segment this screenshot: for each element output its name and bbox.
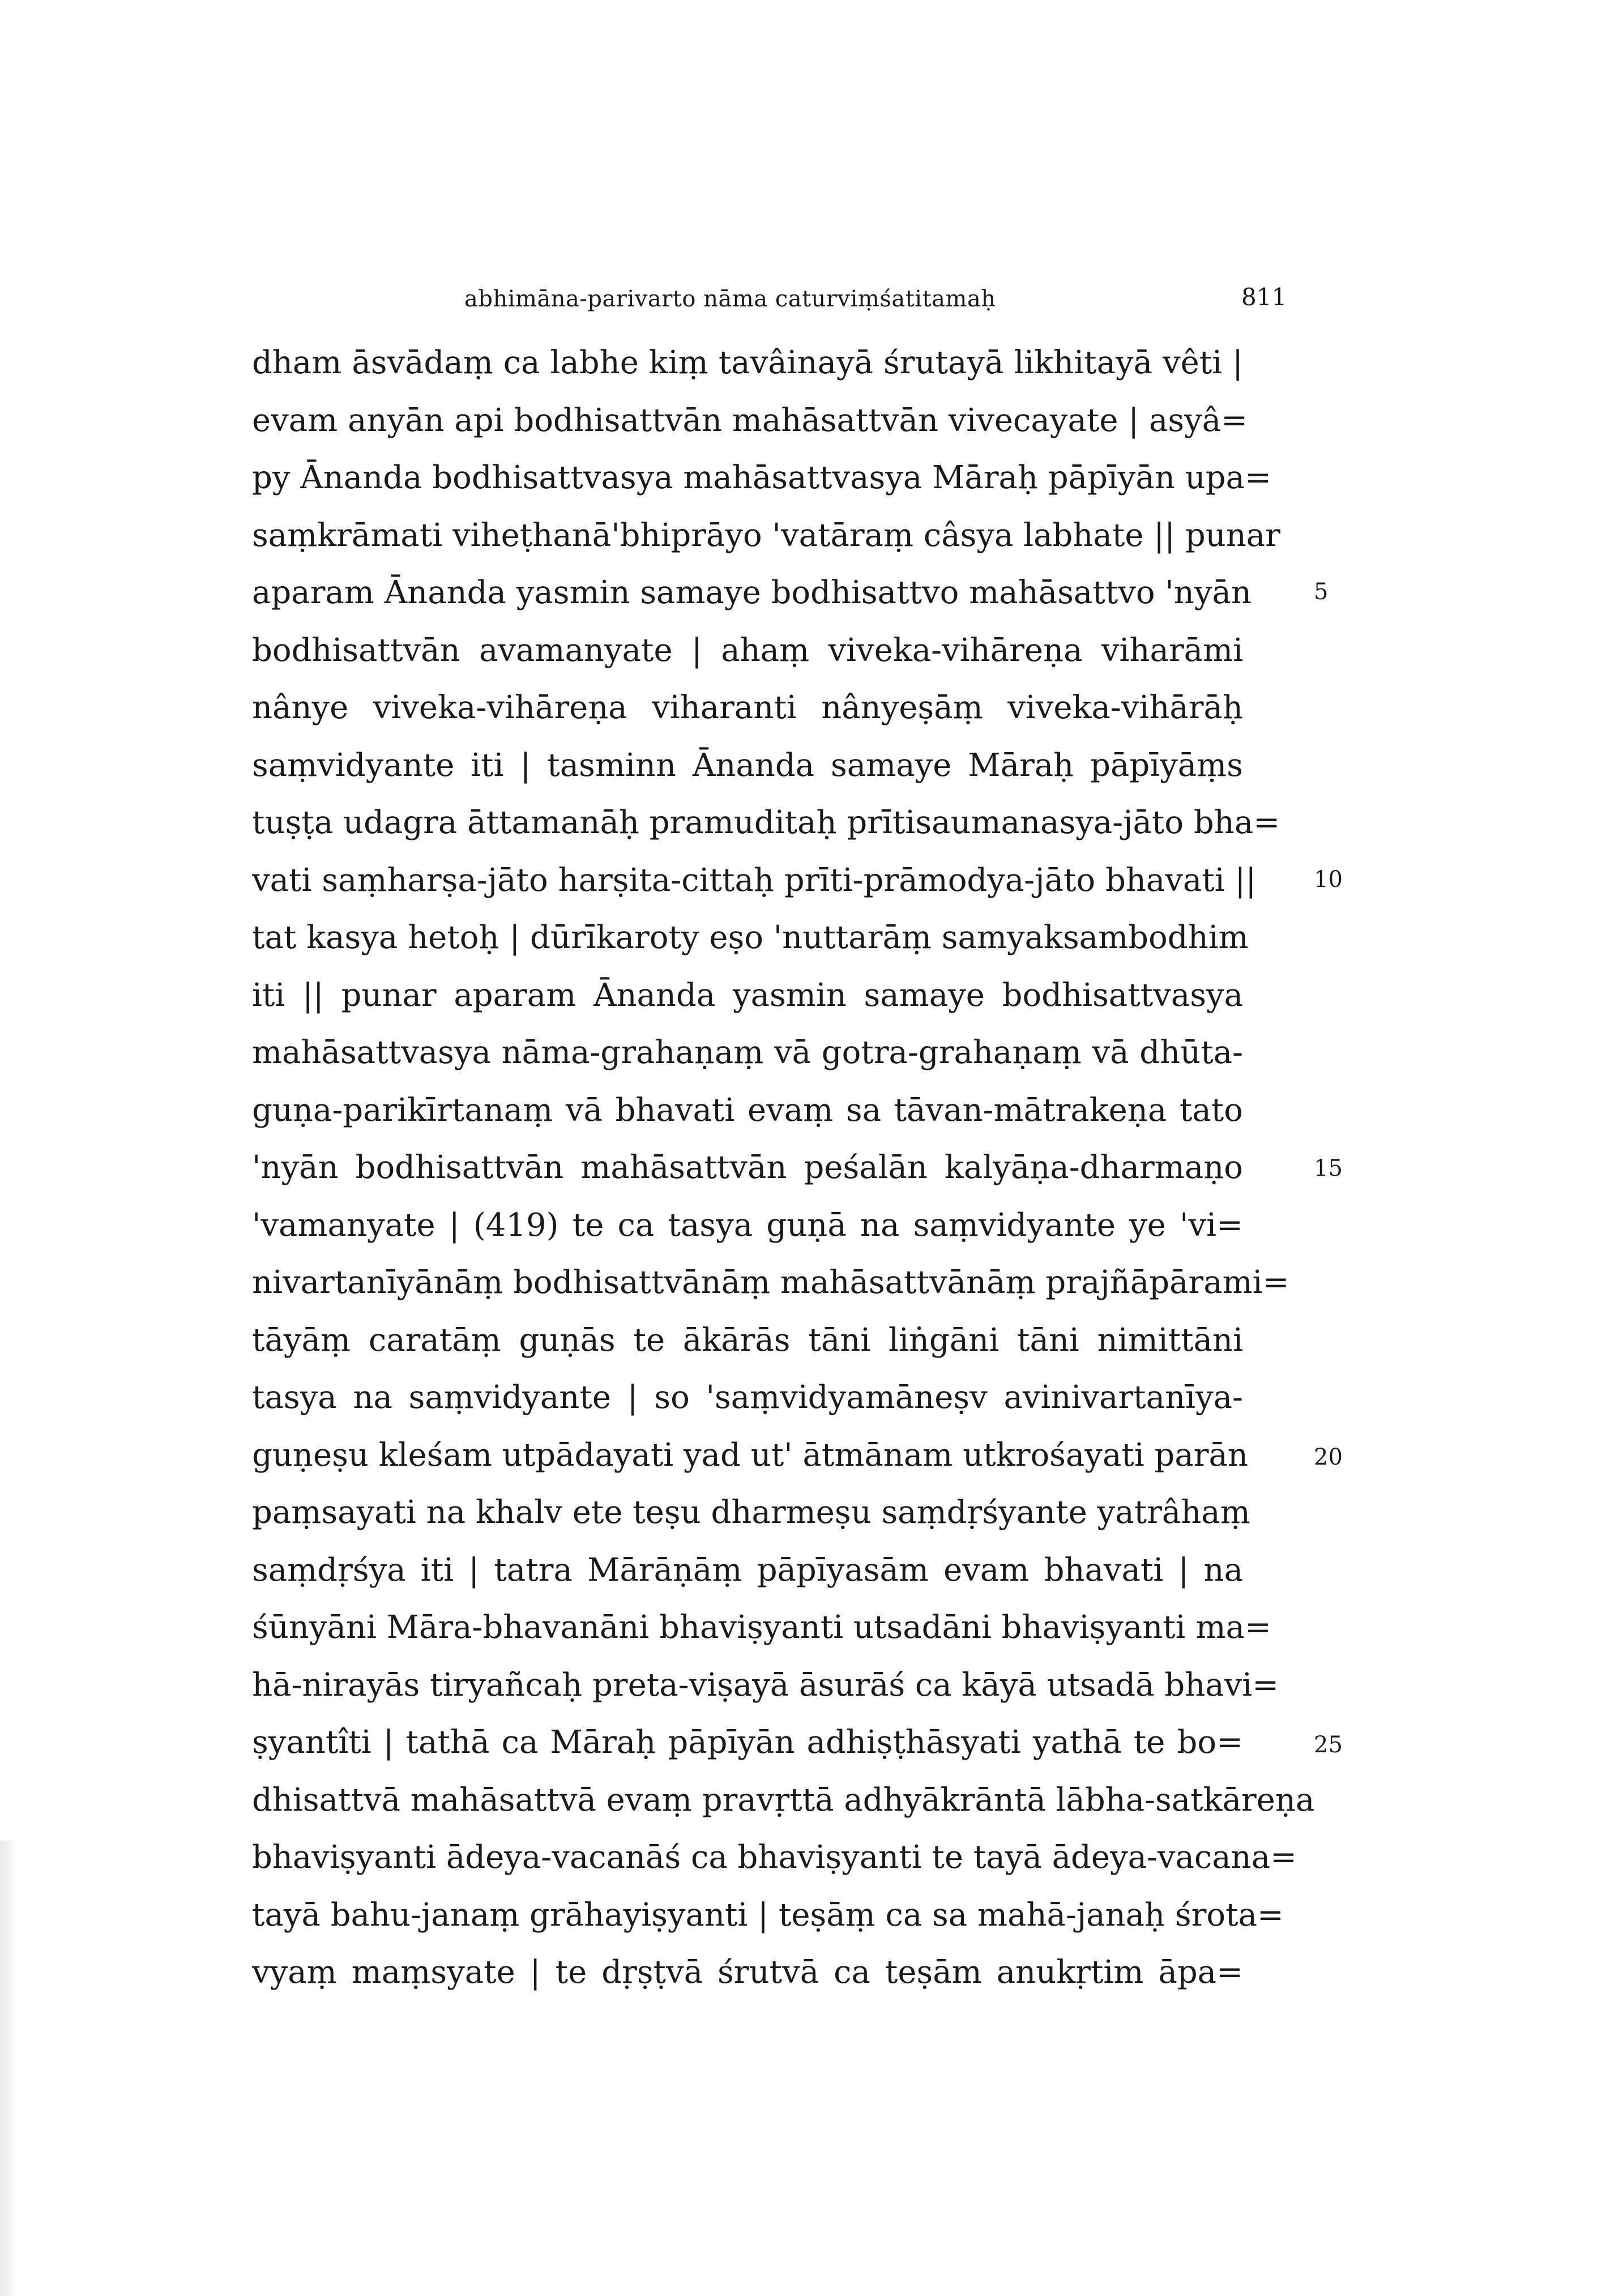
text-line: iti || punar aparam Ānanda yasmin samaye bodhisattvasya [252, 976, 1243, 1014]
text-line: dhisattvā mahāsattvā evaṃ pravṛttā adhyākrāntā lābha-satkāreṇa [252, 1781, 1315, 1819]
body-text [252, 334, 1315, 2001]
text-line: vyaṃ maṃsyate | te dṛṣṭvā śrutvā ca teṣām anukṛtim āpa= [252, 1954, 1243, 1991]
text-line: evam anyān api bodhisattvān mahāsattvān vivecayate | asyâ= [252, 402, 1248, 439]
text-line: py Ānanda bodhisattvasya mahāsattvasya Māraḥ pāpīyān upa= [252, 459, 1271, 496]
line-number: 15 [1314, 1155, 1343, 1181]
text-line: tāyāṃ caratāṃ guṇās te ākārās tāni liṅgāni tāni nimittāni [252, 1321, 1243, 1359]
text-line: tat kasya hetoḥ | dūrīkaroty eṣo 'nuttarāṃ samyaksambodhim [252, 919, 1249, 956]
text-line: nivartanīyānāṃ bodhisattvānāṃ mahāsattvānāṃ prajñāpārami= [252, 1264, 1289, 1301]
text-line: saṃvidyante iti | tasminn Ānanda samaye Māraḥ pāpīyāṃs [252, 746, 1243, 784]
text-line: hā-nirayās tiryañcaḥ preta-viṣayā āsurāś ca kāyā utsadā bhavi= [252, 1666, 1279, 1704]
text-line: tayā bahu-janaṃ grāhayiṣyanti | teṣāṃ ca sa mahā-janaḥ śrota= [252, 1896, 1284, 1934]
text-line: guṇa-parikīrtanaṃ vā bhavati evaṃ sa tāvan-mātrakeṇa tato [252, 1091, 1243, 1129]
text-line: guṇeṣu kleśam utpādayati yad ut' ātmānam utkrośayati parān [252, 1436, 1248, 1474]
text-line: paṃsayati na khalv ete teṣu dharmeṣu saṃdṛśyante yatrâhaṃ [252, 1494, 1250, 1531]
running-title: abhimāna-parivarto nāma caturviṃśatitamaḥ [464, 286, 996, 312]
line-number: 5 [1314, 579, 1329, 605]
line-number: 25 [1314, 1732, 1343, 1758]
text-line: 'nyān bodhisattvān mahāsattvān peśalān kalyāṇa-dharmaṇo [252, 1149, 1243, 1186]
text-line: śūnyāni Māra-bhavanāni bhaviṣyanti utsadāni bhaviṣyanti ma= [252, 1609, 1271, 1646]
text-line: nânye viveka-vihāreṇa viharanti nânyeṣāṃ viveka-vihārāḥ [252, 689, 1243, 726]
text-line: dham āsvādaṃ ca labhe kiṃ tavâinayā śrutayā likhitayā vêti | [252, 344, 1243, 381]
page-number: 811 [1241, 283, 1287, 311]
text-line: saṃkrāmati viheṭhanā'bhiprāyo 'vatāraṃ câsya labhate || punar [252, 517, 1280, 554]
text-line: bhaviṣyanti ādeya-vacanāś ca bhaviṣyanti te tayā ādeya-vacana= [252, 1839, 1297, 1876]
line-number: 20 [1314, 1444, 1343, 1470]
line-number: 10 [1314, 867, 1343, 893]
text-line: saṃdṛśya iti | tatra Mārāṇāṃ pāpīyasām evam bhavati | na [252, 1551, 1243, 1589]
text-line: mahāsattvasya nāma-grahaṇaṃ vā gotra-grahaṇaṃ vā dhūta- [252, 1034, 1243, 1071]
text-line: vati saṃharṣa-jāto harṣita-cittaḥ prīti-prāmodya-jāto bhavati || [252, 861, 1257, 899]
page-edge-shadow [0, 1841, 17, 2296]
text-line: bodhisattvān avamanyate | ahaṃ viveka-vihāreṇa viharāmi [252, 631, 1243, 669]
text-line: ṣyantîti | tathā ca Māraḥ pāpīyān adhiṣṭhāsyati yathā te bo= [252, 1724, 1243, 1761]
text-line: aparam Ānanda yasmin samaye bodhisattvo mahāsattvo 'nyān [252, 574, 1252, 611]
text-line: tuṣṭa udagra āttamanāḥ pramuditaḥ prītisaumanasya-jāto bha= [252, 804, 1280, 841]
text-line: tasya na saṃvidyante | so 'saṃvidyamāneṣv avinivartanīya- [252, 1379, 1243, 1416]
text-line: 'vamanyate | (419) te ca tasya guṇā na saṃvidyante ye 'vi= [252, 1206, 1243, 1244]
